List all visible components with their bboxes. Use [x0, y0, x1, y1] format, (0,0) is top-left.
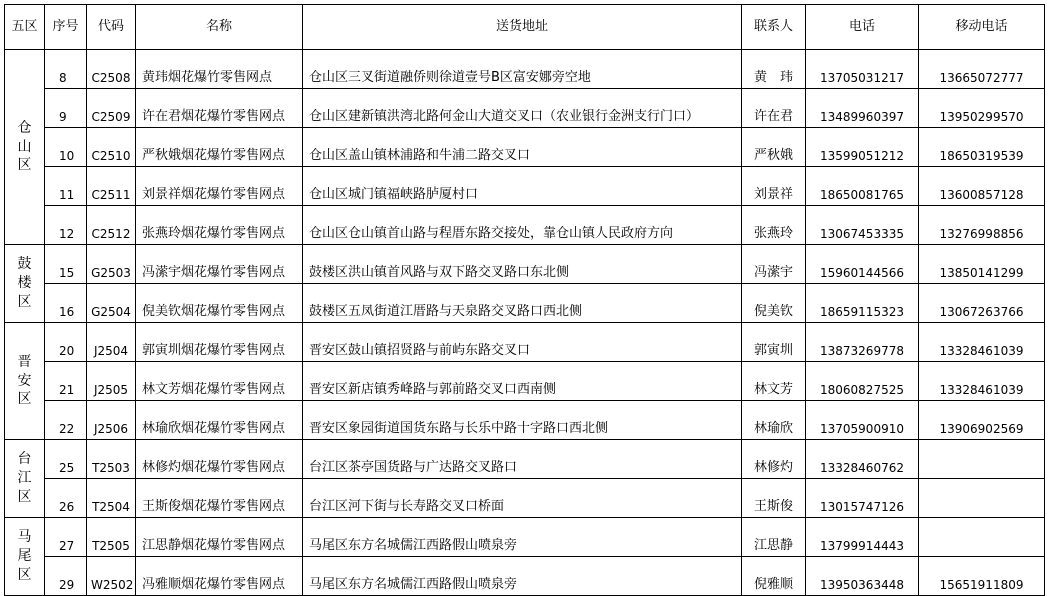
header-district: 五区	[5, 5, 45, 50]
cell-contact: 倪雅顺	[742, 557, 806, 596]
header-mobile: 移动电话	[919, 5, 1045, 50]
header-seq: 序号	[45, 5, 87, 50]
cell-contact: 林瑜欣	[742, 401, 806, 440]
cell-name: 严秋娥烟花爆竹零售网点	[136, 128, 303, 167]
cell-code: T2503	[87, 440, 136, 479]
table-row	[5, 284, 1045, 323]
cell-address: 台江区河下街与长寿路交叉口桥面	[303, 479, 742, 518]
cell-address: 仓山区仓山镇首山路与程厝东路交接处，靠仓山镇人民政府方向	[303, 206, 742, 245]
cell-seq: 21	[45, 362, 87, 401]
cell-mobile: 13950299570	[919, 89, 1045, 128]
retail-outlet-table	[4, 4, 1045, 596]
table-row	[5, 206, 1045, 245]
cell-address: 晋安区鼓山镇招贤路与前屿东路交叉口	[303, 323, 742, 362]
cell-mobile: 18650319539	[919, 128, 1045, 167]
cell-mobile: 13328461039	[919, 362, 1045, 401]
header-phone: 电话	[806, 5, 919, 50]
cell-seq: 27	[45, 518, 87, 557]
cell-name: 刘景祥烟花爆竹零售网点	[136, 167, 303, 206]
header-code: 代码	[87, 5, 136, 50]
cell-phone: 18060827525	[806, 362, 919, 401]
cell-seq: 9	[45, 89, 87, 128]
cell-seq: 22	[45, 401, 87, 440]
table-body	[5, 5, 1045, 596]
table-row	[5, 167, 1045, 206]
cell-name: 冯雅顺烟花爆竹零售网点	[136, 557, 303, 596]
cell-name: 林修灼烟花爆竹零售网点	[136, 440, 303, 479]
table-row	[5, 323, 1045, 362]
cell-name: 冯潆宇烟花爆竹零售网点	[136, 245, 303, 284]
cell-mobile: 13850141299	[919, 245, 1045, 284]
cell-mobile: 13665072777	[919, 50, 1045, 89]
cell-seq: 15	[45, 245, 87, 284]
cell-name: 江思静烟花爆竹零售网点	[136, 518, 303, 557]
cell-code: J2504	[87, 323, 136, 362]
cell-mobile: 13600857128	[919, 167, 1045, 206]
cell-contact: 张燕玲	[742, 206, 806, 245]
cell-name: 林瑜欣烟花爆竹零售网点	[136, 401, 303, 440]
district-cell: 台江区	[5, 440, 45, 518]
cell-phone: 15960144566	[806, 245, 919, 284]
cell-code: C2510	[87, 128, 136, 167]
cell-name: 许在君烟花爆竹零售网点	[136, 89, 303, 128]
cell-phone: 13489960397	[806, 89, 919, 128]
cell-name: 林文芳烟花爆竹零售网点	[136, 362, 303, 401]
district-cell: 马尾区	[5, 518, 45, 596]
cell-code: J2505	[87, 362, 136, 401]
cell-code: J2506	[87, 401, 136, 440]
cell-mobile	[919, 518, 1045, 557]
header-name: 名称	[136, 5, 303, 50]
cell-phone: 13799914443	[806, 518, 919, 557]
cell-seq: 25	[45, 440, 87, 479]
cell-phone: 13873269778	[806, 323, 919, 362]
cell-mobile: 13067263766	[919, 284, 1045, 323]
cell-contact: 江思静	[742, 518, 806, 557]
cell-seq: 26	[45, 479, 87, 518]
cell-address: 鼓楼区五凤街道江厝路与天泉路交叉路口西北侧	[303, 284, 742, 323]
cell-seq: 20	[45, 323, 87, 362]
cell-contact: 林文芳	[742, 362, 806, 401]
cell-address: 晋安区新店镇秀峰路与郭前路交叉口西南侧	[303, 362, 742, 401]
cell-mobile: 13328461039	[919, 323, 1045, 362]
cell-seq: 8	[45, 50, 87, 89]
cell-code: C2509	[87, 89, 136, 128]
cell-address: 仓山区建新镇洪湾北路何金山大道交叉口（农业银行金洲支行门口）	[303, 89, 742, 128]
cell-mobile: 13276998856	[919, 206, 1045, 245]
cell-seq: 10	[45, 128, 87, 167]
cell-address: 鼓楼区洪山镇首风路与双下路交叉路口东北侧	[303, 245, 742, 284]
table-row	[5, 362, 1045, 401]
cell-name: 王斯俊烟花爆竹零售网点	[136, 479, 303, 518]
table-row	[5, 401, 1045, 440]
cell-contact: 许在君	[742, 89, 806, 128]
cell-address: 晋安区象园街道国货东路与长乐中路十字路口西北侧	[303, 401, 742, 440]
cell-mobile: 15651911809	[919, 557, 1045, 596]
cell-phone: 13950363448	[806, 557, 919, 596]
district-cell: 晋安区	[5, 323, 45, 440]
cell-address: 马尾区东方名城儒江西路假山喷泉旁	[303, 557, 742, 596]
cell-code: C2512	[87, 206, 136, 245]
cell-code: C2508	[87, 50, 136, 89]
cell-mobile: 13906902569	[919, 401, 1045, 440]
cell-name: 张燕玲烟花爆竹零售网点	[136, 206, 303, 245]
header-row	[5, 5, 1045, 50]
table-row	[5, 89, 1045, 128]
cell-code: G2504	[87, 284, 136, 323]
cell-code: T2505	[87, 518, 136, 557]
cell-seq: 16	[45, 284, 87, 323]
cell-code: T2504	[87, 479, 136, 518]
cell-contact: 倪美钦	[742, 284, 806, 323]
table-row	[5, 479, 1045, 518]
cell-mobile	[919, 440, 1045, 479]
cell-contact: 刘景祥	[742, 167, 806, 206]
cell-name: 黄玮烟花爆竹零售网点	[136, 50, 303, 89]
cell-seq: 29	[45, 557, 87, 596]
cell-phone: 13015747126	[806, 479, 919, 518]
table-row	[5, 557, 1045, 596]
table-row	[5, 440, 1045, 479]
cell-phone: 18650081765	[806, 167, 919, 206]
table-row	[5, 245, 1045, 284]
table-row	[5, 518, 1045, 557]
table-row	[5, 128, 1045, 167]
cell-address: 仓山区盖山镇林浦路和牛浦二路交叉口	[303, 128, 742, 167]
cell-address: 仓山区三叉街道融侨则徐道壹号B区富安娜旁空地	[303, 50, 742, 89]
table-row	[5, 50, 1045, 89]
cell-phone: 13599051212	[806, 128, 919, 167]
cell-name: 郭寅圳烟花爆竹零售网点	[136, 323, 303, 362]
cell-phone: 13705031217	[806, 50, 919, 89]
cell-phone: 18659115323	[806, 284, 919, 323]
cell-seq: 12	[45, 206, 87, 245]
cell-contact: 严秋娥	[742, 128, 806, 167]
cell-phone: 13328460762	[806, 440, 919, 479]
cell-address: 马尾区东方名城儒江西路假山喷泉旁	[303, 518, 742, 557]
cell-address: 台江区茶亭国货路与广达路交叉路口	[303, 440, 742, 479]
cell-contact: 林修灼	[742, 440, 806, 479]
cell-phone: 13705900910	[806, 401, 919, 440]
cell-phone: 13067453335	[806, 206, 919, 245]
cell-contact: 冯潆宇	[742, 245, 806, 284]
cell-seq: 11	[45, 167, 87, 206]
cell-address: 仓山区城门镇福峡路胪厦村口	[303, 167, 742, 206]
cell-code: G2503	[87, 245, 136, 284]
cell-code: W2502	[87, 557, 136, 596]
cell-code: C2511	[87, 167, 136, 206]
cell-mobile	[919, 479, 1045, 518]
cell-contact: 王斯俊	[742, 479, 806, 518]
district-cell: 仓山区	[5, 50, 45, 245]
cell-name: 倪美钦烟花爆竹零售网点	[136, 284, 303, 323]
district-cell: 鼓楼区	[5, 245, 45, 323]
cell-contact: 黄 玮	[742, 50, 806, 89]
header-address: 送货地址	[303, 5, 742, 50]
header-contact: 联系人	[742, 5, 806, 50]
cell-contact: 郭寅圳	[742, 323, 806, 362]
